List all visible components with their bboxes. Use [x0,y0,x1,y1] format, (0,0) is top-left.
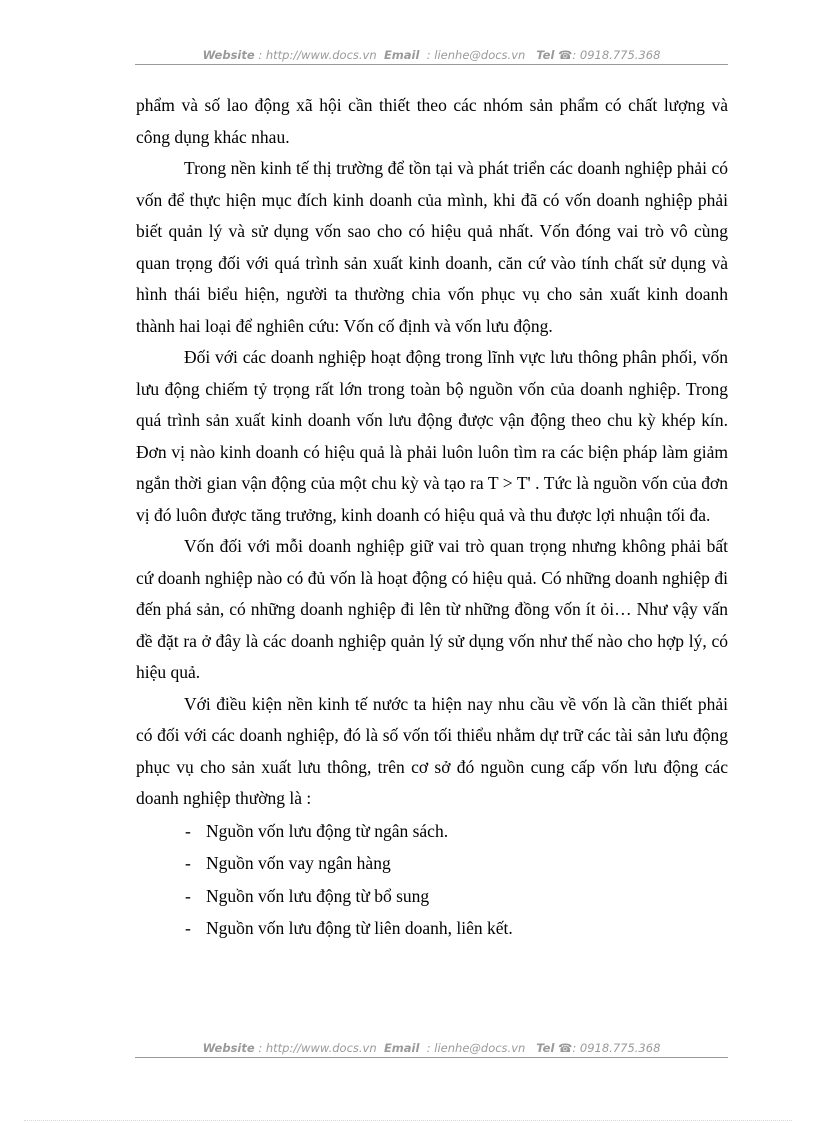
paragraph-continuation: phẩm và số lao động xã hội cần thiết theo các nhóm sản phẩm có chất lượng và công dụng khác nhau. [136,95,728,147]
paragraph: Trong nền kinh tế thị trường để tồn tại và phát triển các doanh nghiệp phải có vốn để thực hiện mục đích kinh doanh của mình, khi đã có vốn doanh nghiệp phải biết quản lý và sử dụng vốn sao cho có hiệu quả nhất. Vốn đóng vai trò vô cùng quan trọng đối với quá trình sản xuất kinh doanh, căn cứ vào tính chất sử dụng và hình thái biểu hiện, người ta thường chia vốn phục vụ cho sản xuất kinh doanh thành hai loại để nghiên cứu: Vốn cố định và vốn lưu động. [136,158,728,336]
list-item [136,815,728,848]
footer-email-link[interactable]: : lienhe@docs.vn [426,1041,526,1055]
footer-tel-value: : 0918.775.368 [572,1041,661,1055]
header-email-label: Email [383,48,420,62]
list-item-text: Nguồn vốn lưu động từ ngân sách. [206,820,449,841]
paragraph: Vốn đối với mỗi doanh nghiệp giữ vai trò quan trọng nhưng không phải bất cứ doanh nghiệp nào có đủ vốn là hoạt động có hiệu quả. Có những doanh nghiệp đi đến phá sản, có những doanh nghiệp đi lên từ những đồng vốn ít ỏi… Như vậy vấn đề đặt ra ở đây là các doanh nghiệp quản lý sử dụng vốn như thế nào cho hợp lý, có hiệu quả. [136,536,728,682]
page-header [135,48,728,65]
header-tel-value: : 0918.775.368 [572,48,661,62]
list-item [136,880,728,913]
list-dash: - [185,820,191,841]
paragraph: Với điều kiện nền kinh tế nước ta hiện nay nhu cầu về vốn là cần thiết phải có đối với các doanh nghiệp, đó là số vốn tối thiểu nhằm dự trữ các tài sản lưu động phục vụ cho sản xuất lưu thông, trên cơ sở đó nguồn cung cấp vốn lưu động các doanh nghiệp thường là : [136,693,728,808]
header-tel-label: Tel [536,48,555,62]
header-website-link[interactable]: : http://www.docs.vn [258,48,377,62]
capital-sources-list [136,815,728,945]
document-body [136,90,728,945]
phone-icon: ☎ [558,1041,573,1055]
list-item [136,847,728,880]
list-item-text: Nguồn vốn vay ngân hàng [206,853,391,873]
list-item-text: Nguồn vốn lưu động từ bổ sung [206,885,430,906]
footer-tel-label: Tel [536,1041,555,1055]
list-item-text: Nguồn vốn lưu động từ liên doanh, liên kết. [206,918,513,938]
page-footer [135,1041,728,1058]
footer-website-label: Website [202,1041,255,1055]
phone-icon: ☎ [558,48,573,62]
list-item [136,912,728,945]
header-email-link[interactable]: : lienhe@docs.vn [426,48,526,62]
paragraph: Đối với các doanh nghiệp hoạt động trong lĩnh vực lưu thông phân phối, vốn lưu động chiếm tỷ trọng rất lớn trong toàn bộ nguồn vốn của doanh nghiệp. Trong quá trình sản xuất kinh doanh vốn lưu động được vận động theo chu kỳ khép kín. Đơn vị nào kinh doanh có hiệu quả là phải luôn luôn tìm ra các biện pháp làm giảm ngắn thời gian vận động của một chu kỳ và tạo ra T > T' . Tức là nguồn vốn của đơn vị đó luôn được tăng trưởng, kinh doanh có hiệu quả và thu được lợi nhuận tối đa. [136,347,728,525]
header-website-label: Website [202,48,255,62]
list-dash: - [185,918,191,938]
list-dash: - [185,853,191,873]
list-dash: - [185,885,191,906]
footer-email-label: Email [383,1041,420,1055]
footer-website-link[interactable]: : http://www.docs.vn [258,1041,377,1055]
page-bottom-divider [24,1120,792,1121]
